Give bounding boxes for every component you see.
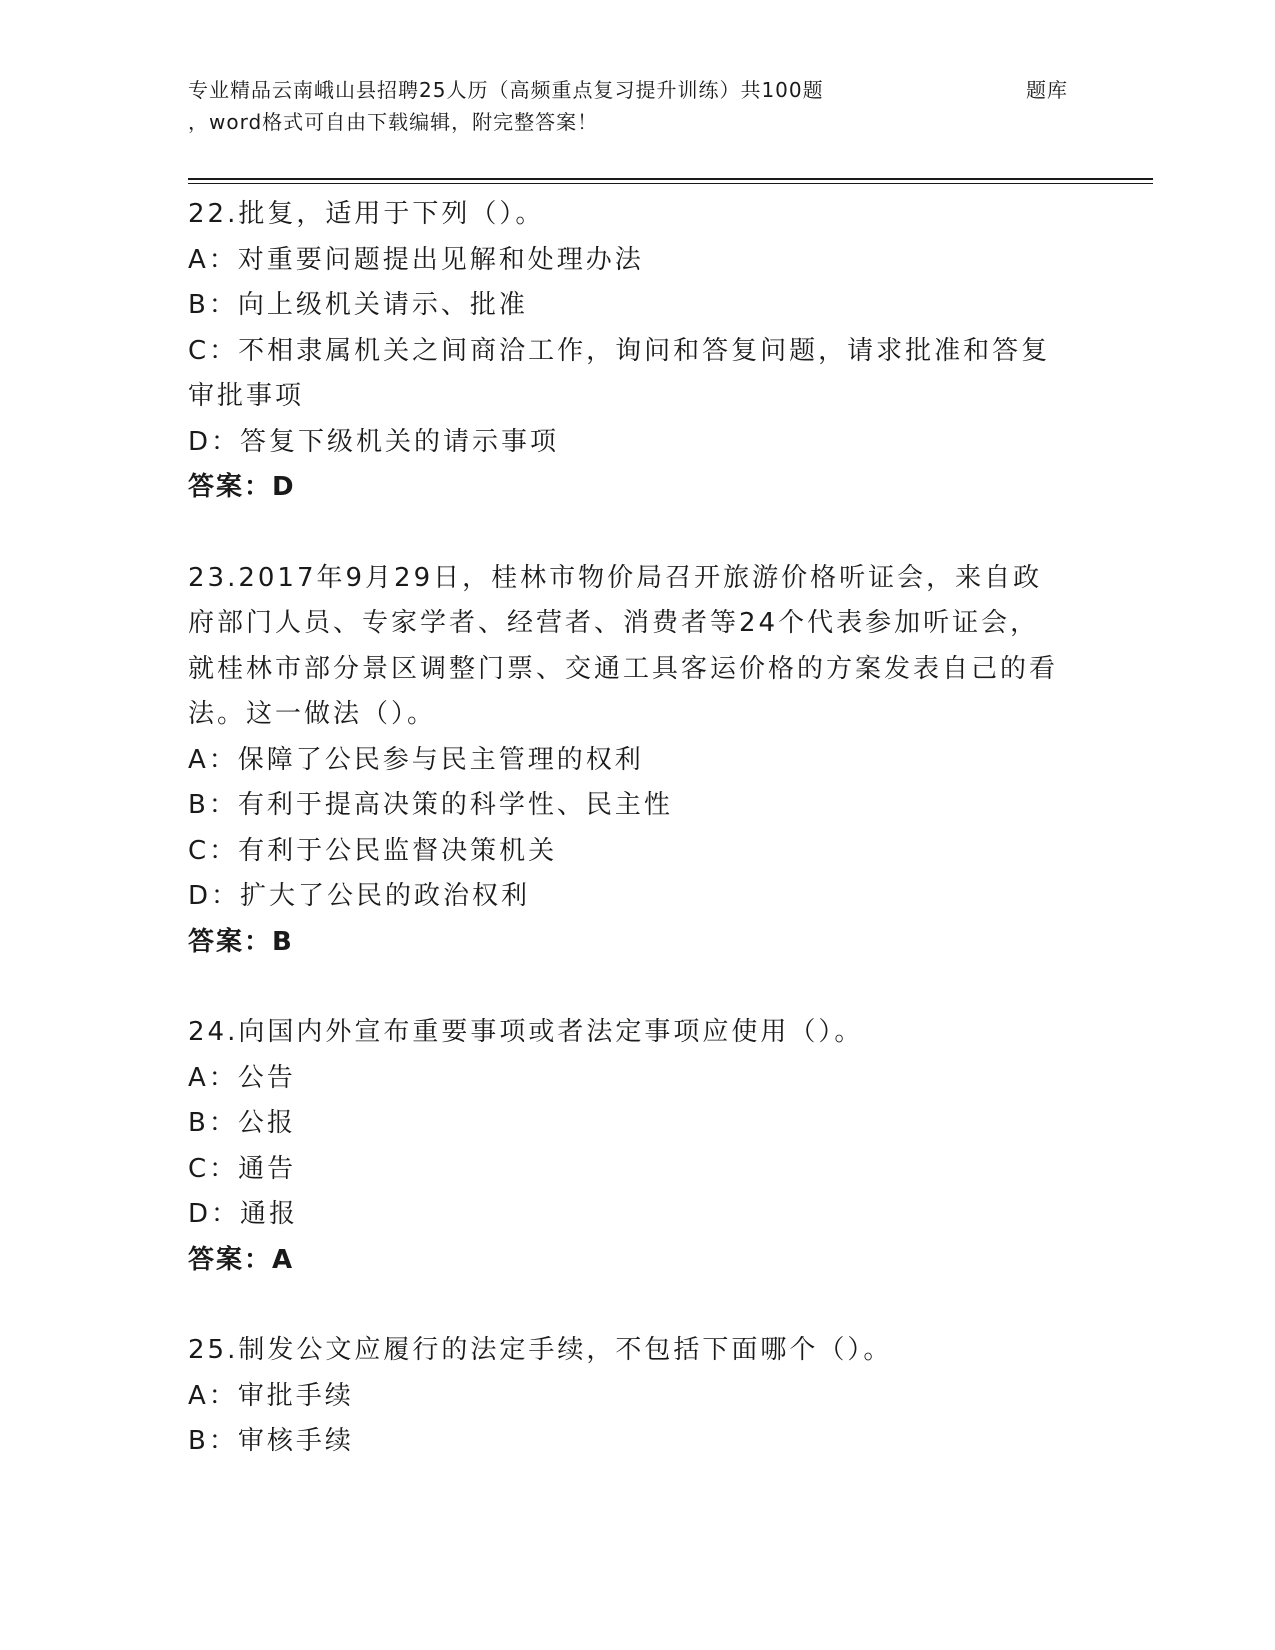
- answer: 答案：B: [188, 926, 294, 957]
- option-a: A：审批手续: [188, 1380, 354, 1411]
- answer: 答案：D: [188, 472, 296, 502]
- option-b: B：向上级机关请示、批准: [188, 290, 528, 320]
- option-b: B：审核手续: [188, 1426, 354, 1456]
- option-d: D：答复下级机关的请示事项: [188, 426, 560, 457]
- header-rule-thin: [188, 183, 1153, 184]
- header-title-suffix: 题库: [1026, 78, 1068, 102]
- question-24: [188, 1010, 1068, 1283]
- question-list: [188, 192, 1068, 1510]
- document-header: [188, 74, 1068, 138]
- option-b: B：公报: [188, 1108, 296, 1138]
- option-c: C：不相隶属机关之间商洽工作，询问和答复问题，请求批准和答复审批事项: [188, 335, 1051, 411]
- option-d: D：通报: [188, 1199, 299, 1229]
- option-d: D：扩大了公民的政治权利: [188, 881, 531, 911]
- question-stem: 22.批复，适用于下列（）。: [188, 199, 545, 229]
- option-a: A：保障了公民参与民主管理的权利: [188, 744, 644, 775]
- option-a: A：对重要问题提出见解和处理办法: [188, 244, 644, 275]
- header-rule-thick: [188, 178, 1153, 180]
- header-line-1: [188, 74, 1068, 106]
- option-b: B：有利于提高决策的科学性、民主性: [188, 790, 673, 820]
- question-stem: 25.制发公文应履行的法定手续，不包括下面哪个（）。: [188, 1335, 893, 1365]
- option-a: A：公告: [188, 1062, 296, 1093]
- question-25: [188, 1328, 1068, 1465]
- answer: 答案：A: [188, 1244, 295, 1275]
- question-stem: 24.向国内外宣布重要事项或者法定事项应使用（）。: [188, 1017, 864, 1047]
- header-subtitle: ，word格式可自由下载编辑，附完整答案！: [188, 110, 599, 134]
- question-stem: 23.2017年9月29日，桂林市物价局召开旅游价格听证会，来自政府部门人员、专家学者、经营者、消费者等24个代表参加听证会，就桂林市部分景区调整门票、交通工具客运价格的方案发表自己的看法。这一做法（）。: [188, 562, 1059, 729]
- option-c: C：有利于公民监督决策机关: [188, 835, 558, 866]
- question-22: [188, 192, 1068, 511]
- header-title: 专业精品云南峨山县招聘25人历（高频重点复习提升训练）共100题: [188, 78, 824, 102]
- option-c: C：通告: [188, 1153, 297, 1184]
- question-23: [188, 556, 1068, 966]
